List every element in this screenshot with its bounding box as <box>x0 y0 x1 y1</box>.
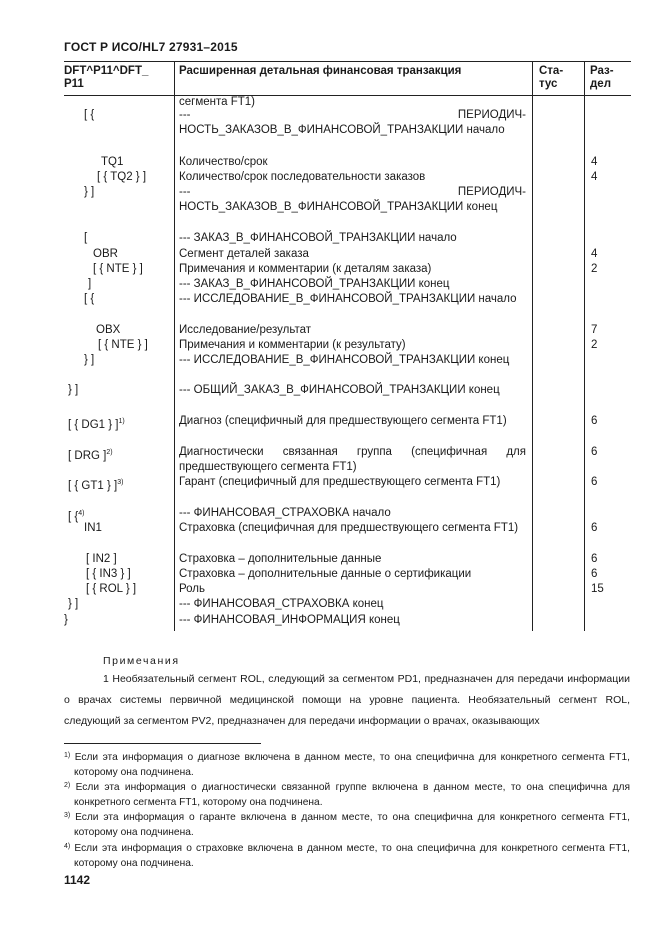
segment-cell <box>64 613 68 628</box>
section-cell: 2 <box>591 339 598 351</box>
description-cell: --- ЗАКАЗ_В_ФИНАНСОВОЙ_ТРАНЗАКЦИИ начало <box>179 232 457 244</box>
segment-cell <box>84 185 94 200</box>
table-header <box>64 61 631 96</box>
segment-code: [ { TQ2 } ] <box>97 171 147 183</box>
description-cell: Гарант (специфичный для предшествующего сегмента FT1) <box>179 476 501 488</box>
segment-cell <box>93 262 143 277</box>
segment-code: } ] <box>84 186 95 198</box>
footnote <box>64 748 630 780</box>
footnote-ref: 1) <box>118 418 125 425</box>
footnote-mark: 4) <box>64 843 71 850</box>
segment-cell <box>88 277 91 292</box>
footnote-ref: 2) <box>106 449 113 456</box>
section-cell: 6 <box>591 568 598 580</box>
segment-cell <box>84 231 87 246</box>
segment-code: [ DRG ] <box>68 449 107 462</box>
segment-code: [ { GT1 } ] <box>68 479 118 492</box>
description-cell: --- ФИНАНСОВАЯ_СТРАХОВКА начало <box>179 507 391 519</box>
segment-code: TQ1 <box>101 156 124 168</box>
segment-code: [ { NTE } ] <box>98 339 148 351</box>
section-cell: 4 <box>591 156 598 168</box>
footnote-ref: 3) <box>117 479 124 486</box>
segment-code: [ { NTE } ] <box>93 263 143 275</box>
segment-code: } ] <box>84 354 95 366</box>
description-cell: Примечания и комментарии (к результату) <box>179 339 406 351</box>
footnote-text: Если эта информация о гаранте включена в данном месте, то она специфична для конкретного сегмента FT1, которому она подчинена. <box>70 812 630 838</box>
segment-code: [ { ROL } ] <box>86 583 137 595</box>
description-cell: Диагноз (специфичный для предшествующего сегмента FT1) <box>179 415 507 427</box>
segment-code: [ { DG1 } ] <box>68 418 119 431</box>
footnote <box>64 839 630 871</box>
footnote-mark: 3) <box>64 812 71 819</box>
column-divider <box>584 61 585 631</box>
segment-cell <box>101 155 123 170</box>
description-cell: Количество/срок <box>179 156 268 168</box>
footnote-mark: 2) <box>64 782 71 789</box>
segment-table <box>64 61 631 626</box>
segment-cell <box>98 338 148 353</box>
description-cell: Примечания и комментарии (к деталям заказа) <box>179 263 432 275</box>
segment-code: ] <box>88 278 92 290</box>
description-cell: --- ФИНАНСОВАЯ_СТРАХОВКА конец <box>179 598 384 610</box>
footnote-mark: 1) <box>64 752 71 759</box>
document-header: ГОСТ Р ИСО/HL7 27931–2015 <box>64 40 238 54</box>
description-cell: Количество/срок последовательности заказов <box>179 171 426 183</box>
segment-cell <box>68 383 78 398</box>
description-cell: Страховка – дополнительные данные <box>179 553 382 565</box>
description-cell: Исследование/результат <box>179 324 311 336</box>
segment-code: OBX <box>96 324 121 336</box>
section-cell: 6 <box>591 446 598 458</box>
section-cell: 15 <box>591 583 604 595</box>
segment-code: } ] <box>68 598 79 610</box>
segment-code: [ { <box>84 109 95 121</box>
segment-cell <box>86 552 117 567</box>
description-cell: --- ПЕРИОДИЧ- НОСТЬ_ЗАКАЗОВ_В_ФИНАНСОВОЙ_ТРАНЗАКЦИИ конец <box>179 186 526 214</box>
footnote <box>64 808 630 840</box>
segment-cell <box>68 445 113 464</box>
segment-cell <box>96 323 120 338</box>
section-cell: 4 <box>591 171 598 183</box>
segment-code: } ] <box>68 384 79 396</box>
description-cell: Сегмент деталей заказа <box>179 248 309 260</box>
description-cell: Страховка – дополнительные данные о сертификации <box>179 568 472 580</box>
page-number: 1142 <box>64 873 91 887</box>
description-cell: --- ПЕРИОДИЧ- НОСТЬ_ЗАКАЗОВ_В_ФИНАНСОВОЙ_ТРАНЗАКЦИИ начало <box>179 109 526 137</box>
segment-cell <box>86 567 131 582</box>
segment-code: [ <box>84 232 88 244</box>
section-cell: 6 <box>591 415 598 427</box>
col-header-description: Расширенная детальная финансовая транзакция <box>179 65 462 77</box>
footnote-divider <box>64 743 261 744</box>
segment-code: [ IN2 ] <box>86 553 117 565</box>
col-header-segment: DFT^P11^DFT_ P11 <box>64 65 149 90</box>
description-cell: --- ОБЩИЙ_ЗАКАЗ_В_ФИНАНСОВОЙ_ТРАНЗАКЦИИ конец <box>179 384 500 396</box>
segment-code: [ { <box>84 293 95 305</box>
segment-cell <box>86 582 136 597</box>
section-cell: 7 <box>591 324 598 336</box>
segment-code: [ { IN3 } ] <box>86 568 131 580</box>
segment-cell <box>97 170 146 185</box>
footnote-text: Если эта информация о диагнозе включена в данном месте, то она специфична для конкретного сегмента FT1, которому она подчинена. <box>70 752 630 778</box>
segment-code: } <box>64 614 68 626</box>
footnote-text: Если эта информация о диагностически связанной группе включена в данном месте, то она специфична для конкретного сегмента FT1, которому она подчинена. <box>70 782 630 808</box>
segment-cell <box>68 414 125 433</box>
footnote-text: Если эта информация о страховке включена в данном месте, то она специфична для конкретного сегмента FT1, которому она подчинена. <box>70 843 630 869</box>
segment-cell <box>84 292 94 307</box>
segment-cell <box>84 353 94 368</box>
section-cell: 4 <box>591 248 598 260</box>
description-cell: --- ИССЛЕДОВАНИЕ_В_ФИНАНСОВОЙ_ТРАНЗАКЦИИ начало <box>179 293 517 305</box>
description-cell: --- ЗАКАЗ_В_ФИНАНСОВОЙ_ТРАНЗАКЦИИ конец <box>179 278 450 290</box>
segment-cell <box>84 521 102 536</box>
note-paragraph: 1 Необязательный сегмент ROL, следующий за сегментом PD1, предназначен для передачи информации о врачах системы первичной медицинской помощи на уровне пациента. Необязательный сегмент ROL, следующий за сегментом PV2, предназначен для передачи информации о врачах, оказывающих <box>64 673 630 727</box>
segment-code: [ { <box>68 510 79 523</box>
section-cell: 6 <box>591 522 598 534</box>
footnote-ref: 4) <box>78 510 85 517</box>
column-divider <box>174 61 175 631</box>
section-cell: 6 <box>591 476 598 488</box>
description-cell: Страховка (специфичная для предшествующего сегмента FT1) <box>179 522 519 534</box>
segment-cell <box>93 247 118 262</box>
col-header-section: Раз- дел <box>590 65 614 90</box>
description-cell: Роль <box>179 583 206 595</box>
description-cell: Диагностически связанная группа (специфичная для предшествующего сегмента FT1) <box>179 446 526 474</box>
section-cell: 2 <box>591 263 598 275</box>
description-cell: --- ФИНАНСОВАЯ_ИНФОРМАЦИЯ конец <box>179 614 400 626</box>
segment-cell <box>68 506 84 525</box>
segment-code: IN1 <box>84 522 102 534</box>
notes-title: Примечания <box>103 655 180 667</box>
column-divider <box>532 61 533 631</box>
segment-cell <box>68 597 78 612</box>
segment-cell <box>84 108 94 123</box>
segment-code: OBR <box>93 248 118 260</box>
footnote <box>64 778 630 810</box>
description-cell: --- ИССЛЕДОВАНИЕ_В_ФИНАНСОВОЙ_ТРАНЗАКЦИИ конец <box>179 354 510 366</box>
section-cell: 6 <box>591 553 598 565</box>
segment-cell <box>68 475 123 494</box>
col-header-status: Ста- тус <box>539 65 564 90</box>
description-cell: сегмента FT1) <box>179 96 255 108</box>
